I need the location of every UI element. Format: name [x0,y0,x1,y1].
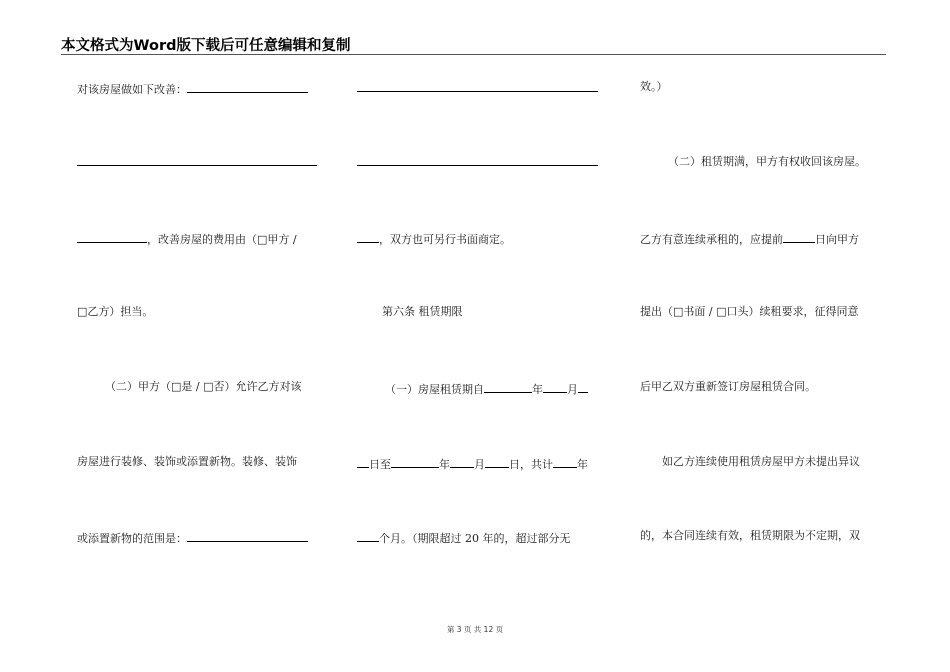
text-span: 乙方有意连续承租的，应提前 [640,233,783,246]
fill-in-blank [553,455,577,468]
fill-in-blank [357,230,379,243]
text-line [77,529,308,543]
text-span: 或添置新物的范围是： [77,532,187,545]
fill-in-blank [578,380,588,393]
text-span: （二）甲方（□是 / □否）允许乙方对该 [105,380,302,393]
text-span: （二）租赁期满，甲方有权收回该房屋。 [668,155,866,168]
fill-in-line [77,165,317,166]
text-line [77,305,153,319]
text-line [77,80,308,94]
fill-in-blank [391,455,439,468]
fill-in-blank [484,380,532,393]
fill-in-line [357,91,598,92]
text-span: ，双方也可另行书面商定。 [379,233,511,246]
text-line [357,529,571,543]
text-span: （一）房屋租赁期自 [385,383,484,396]
section-heading [382,305,463,319]
fill-in-blank [357,529,379,542]
header-divider [61,54,886,55]
text-line [640,380,816,394]
text-line [105,380,301,394]
fill-in-blank [77,230,147,243]
text-span: 后甲乙双方重新签订房屋租赁合同。 [640,380,816,393]
text-span: 日至 [369,458,391,471]
text-span: ，改善房屋的费用由（□甲方 / [147,233,297,246]
text-span: 日，共计 [509,458,553,471]
text-span: 月 [474,458,485,471]
text-span: 效。） [640,80,668,93]
text-line [77,455,297,469]
fill-in-line [357,165,598,166]
text-line [357,230,511,244]
text-span: 对该房屋做如下改善： [77,83,187,96]
fill-in-blank [543,380,567,393]
fill-in-blank [485,455,509,468]
text-span: 房屋进行装修、装饰或添置新物。装修、装饰 [77,455,297,468]
text-span: □乙方）担当。 [77,305,154,318]
text-span: 的，本合同连续有效，租赁期限为不定期，双 [640,529,860,542]
text-span: 提出（□书面 / □口头）续租要求，征得同意 [640,305,859,318]
text-span: 如乙方连续使用租赁房屋甲方未提出异议 [662,455,860,468]
text-span: 日向甲方 [815,233,859,246]
fill-in-blank [450,455,474,468]
page-number-footer: 第 3 页 共 12 页 [446,625,504,634]
fill-in-blank [187,80,308,93]
text-line [640,230,859,244]
text-line [640,529,860,543]
text-span: 个月。（期限超过 20 年的，超过部分无 [379,532,571,545]
fill-in-blank [783,230,815,243]
text-line [77,230,297,244]
text-line [357,455,588,469]
text-span: 年 [439,458,450,471]
text-line [640,80,668,94]
text-span: 月 [567,383,578,396]
text-line [668,155,866,169]
text-span: 年 [577,458,588,471]
text-line [385,380,588,394]
fill-in-blank [357,455,369,468]
text-span: 年 [532,383,543,396]
text-line [662,455,860,469]
text-line [640,305,858,319]
text-span: 第六条 租赁期限 [382,305,463,318]
fill-in-blank [187,529,308,542]
document-header-title: 本文格式为Word版下载后可任意编辑和复制 [61,38,351,54]
